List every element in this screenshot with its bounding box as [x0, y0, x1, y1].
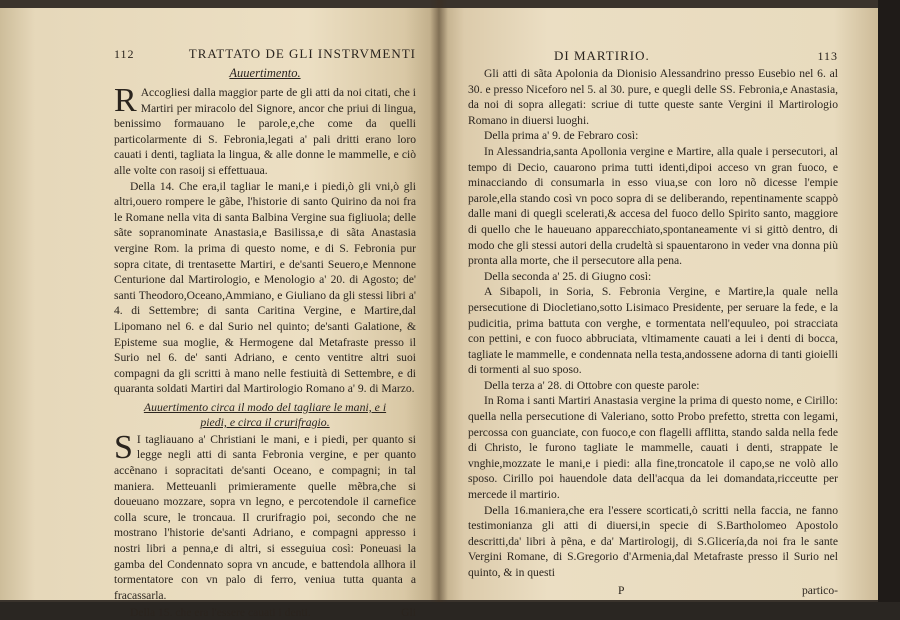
- right-paragraph-4: Della seconda a' 25. di Giugno così:: [484, 269, 652, 283]
- left-section-heading: Auuertimento circa il modo del tagliare le mani, e i piedi, e circa il crurifragio.: [143, 399, 387, 429]
- book-gutter: [430, 0, 448, 602]
- right-paragraph-2: Della prima a' 9. de Febraro così:: [484, 129, 639, 143]
- right-paragraph-6: Della terza a' 28. di Ottobre con queste parole:: [484, 378, 700, 392]
- left-page-number: 112: [114, 47, 135, 61]
- right-page-header: [468, 48, 838, 66]
- right-paragraph-3: In Alessandria,santa Apollonia vergine e Martire, alla quale i persecutori, al tempo di Decio, cauarono prima tutti identi,dipoi acceso vn gran fuoco, e minacciando di consumarla in esso viua,se con loro nõ dicesse l'empie parole,ella stando così vn poco sopra di se deliberando, repentinamente scappò dalle mani di quegli scelerati,& accesa del fuoco dello Spirito santo, maggiore di quello che le haueuano apparecchiato,spontaneamente vi si gittò dentro, di modo che gli stessi autori della crudeltà si spauentarono in veder vna donna più pronta alla morte, che il persecutore alla pena.: [468, 144, 838, 268]
- right-paragraph-8: Della 16.maniera,che era l'essere scorticati,ò scritti nella faccia, ne fanno testimonianza gli atti di diuersi,in specie di S.Bartholomeo Apostolo descritti,da' libri à pẽna, e da' Martirologij, di S.Glicería,da noi fra le sante Vergini Romane, di S.Gregorio d'Armenia,dal Metafraste presso il Surio nel quinto, & in questi: [468, 503, 838, 579]
- right-page-number: 113: [817, 49, 838, 63]
- left-page-header: [114, 46, 416, 64]
- left-subtitle: Auuertimento.: [229, 66, 301, 80]
- right-signature: P: [618, 583, 625, 597]
- drop-cap-r: R: [114, 82, 137, 119]
- left-running-title: TRATTATO DE GLI INSTRVMENTI: [188, 46, 416, 61]
- right-paragraph-7: In Roma i santi Martiri Anastasia vergine la prima di questo nome, e Cirillo: quella nella persecutione di Valeriano, sotto Probo prefetto, stretta con legami, percossa con guanciate, con fuoco,e con flagelli afflitta, stando salda nella fede di Christo, le furono tagliate le mammelle, cauati i denti, strappate le vnghie,mozzate le mani,e i piedi: alla fine,troncatole il capo,se ne volò allo sposo. Cirillo poi hauendole data dell'acqua da lei domandata,ricceutte per mercede il martirio.: [468, 394, 838, 502]
- left-paragraph-4: Della 15. che era l'essere cauati i denti.: [130, 606, 311, 620]
- right-paragraph-5: A Sibapoli, in Soria, S. Febronia Vergine, e Martire,la quale nella persecutione di Diocletiano,sotto Lisimaco Presidente, per seruare la fede, e la pudicitia, prima battuta con verghe, e tormentata nell'equuleo, poi stracciata con pettini, e con fuoco abbruciata, vltimamente cauati a lei i denti di bocca, tagliate le mammelle, e condennata nella testa,andossene adorna di tanti gioielli di tormenti al suo sposo.: [468, 285, 838, 377]
- left-catchword: Gli: [401, 606, 416, 620]
- right-page: [438, 8, 878, 600]
- right-catchword: partico-: [801, 583, 838, 597]
- left-footer-line: [114, 605, 416, 620]
- right-footer-line: [468, 583, 838, 598]
- drop-cap-s: S: [114, 428, 133, 466]
- left-paragraph-3: S I tagliauano a' Christiani le mani, e i piedi, per quanto si legge negli atti di santa Febronia vergine, e per quanto accẽnano i sopracitati de'santi Oceano, e compagni; in tal maniera. Metteuanli primieramente quelle mẽbra,che si doueuano mozzare, sopra vn legno, e percotendole il carnefice colla scure, le troncaua. Il crurifragio poi, secondo che ne mostrano l'historie de'santi Adriano, e compagni appresso i nostri libri a penna,e di altri, si esseguiua così: Poneuasi la gamba del Condennato sopra vn ancude, e battendola allhora il tormentatore con vn palo di ferro, veniua tutta quanta a fracassarla.: [114, 428, 416, 602]
- page-edge-shadow: [878, 0, 900, 602]
- left-paragraph-2: Della 14. Che era,il tagliar le mani,e i piedi,ò gli vni,ò gli altri,ouero rompere le gãbe, l'historie di santo Quirino da noi fra le Romane nella vita di santa Balbina Vergine sua figliuola; delle sãte sopranominate Anastasia,e Basilissa,e di sãta Anastasia vergine Rom. la prima di questo nome, e di S. Febronia pur sopra citate, di trentasette Martiri, e de'santi Seuero,e Mennone Centurione dal Martirologio, e Menologio a' 20. di Agosto; de' santi Theodoro,Oceano,Ammiano, e Giuliano da gli stessi libri a' 4. di Settembre; di santa Caritina Vergine, e Martire,dal Lipomano nel 6. e dal Surio nel quinto; de'santi Galatione, & Episteme sua moglie, & Hermogene dal Metafraste presso il Surio nel 6. de' santi Adriano, e cento ventitre altri suoi compagni da gli scritti à mano nelle festiuità di Settembre, e di quaranta soldati Martiri dal Martirologio Romano a' 9. di Marzo.: [114, 179, 416, 396]
- right-running-title: DI MARTIRIO.: [554, 48, 650, 63]
- left-page: [0, 8, 440, 620]
- left-paragraph-1: R Accogliesi dalla maggior parte de gli atti da noi citati, che i Martiri per miracolo del Signore, ancor che priui di lingua, benissimo formauano le parole,e,che come da quelli particolarmente di S. Febronia,legati a' pali dritti erano loro cauati i denti, tagliata la lingua, & alle donne le mammelle, e ciò alle volte con rasoij si effettuaua.: [114, 82, 416, 177]
- right-paragraph-1: Gli atti di sãta Apolonia da Dionisio Alessandrino presso Eusebio nel 6. al 30. e presso Niceforo nel 5. al 30. pure, e quegli delle SS. Febronia,e Anastasia, da noi di sopra allegati: scriue di tutte queste sante Vergini il Martirologio Romano in diuersi luoghi.: [468, 67, 838, 127]
